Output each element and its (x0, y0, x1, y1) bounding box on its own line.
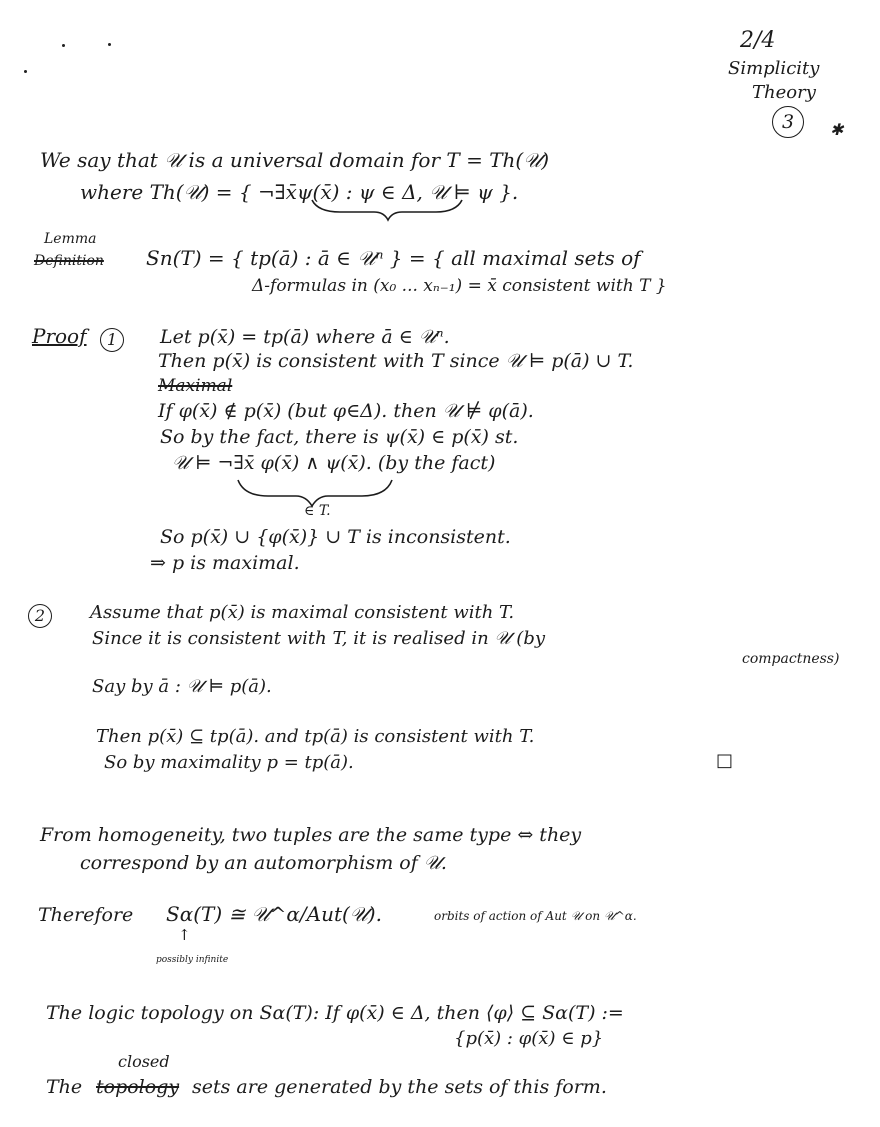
proof-step1-line3: If φ(x̄) ∉ p(x̄) (but φ∈Δ). then 𝒰 ⊭ φ(ā). (158, 400, 534, 422)
therefore-formula: Sα(T) ≅ 𝒰^α/Aut(𝒰). (166, 902, 382, 926)
ink-dot (24, 70, 27, 73)
proof-step1-line5: 𝒰 ⊨ ¬∃x̄ φ(x̄) ∧ ψ(x̄). (by the fact) (172, 452, 496, 474)
step2-marker: 2 (28, 604, 52, 628)
therefore-label: Therefore (38, 904, 134, 926)
proof-step1-line7: ⇒ p is maximal. (150, 552, 300, 574)
proof-step1-in-T: ∈ T. (304, 503, 331, 519)
step1-marker: 1 (100, 328, 124, 352)
qed-mark: □ (716, 750, 734, 771)
definition-line1: We say that 𝒰 is a universal domain for T = Th(𝒰) (40, 148, 550, 172)
section-number: 3 (772, 106, 804, 138)
proof-step2-line3: Say by ā : 𝒰 ⊨ p(ā). (92, 676, 272, 697)
lemma-label: Lemma (44, 231, 97, 247)
topology-line2: {p(x̄) : φ(x̄) ∈ p} (454, 1028, 604, 1049)
subject-line1: Simplicity (728, 58, 820, 79)
orbits-note: orbits of action of Aut 𝒰 on 𝒰^α. (434, 909, 637, 923)
possibly-infinite-arrow: ↑ (178, 926, 191, 944)
proof-step2-compactness: compactness) (742, 651, 840, 667)
lemma-line1: Sn(T) = { tp(ā) : ā ∈ 𝒰ⁿ } = { all maximal sets of (146, 246, 641, 270)
definition-line2: where Th(𝒰) = { ¬∃x̄ψ(x̄) : ψ ∈ Δ, 𝒰 ⊨ ψ }. (80, 180, 519, 204)
proof-step2-line5: So by maximality p = tp(ā). (104, 752, 354, 773)
lemma-struck-label: Definition (34, 253, 104, 269)
proof-step1-line1: Let p(x̄) = tp(ā) where ā ∈ 𝒰ⁿ. (160, 326, 450, 348)
proof-step2-line4: Then p(x̄) ⊆ tp(ā). and tp(ā) is consistent with T. (96, 726, 535, 747)
page-number: 2/4 (740, 28, 776, 53)
homogeneity-line1: From homogeneity, two tuples are the same type ⇔ they (40, 824, 582, 846)
proof-step1-line4: So by the fact, there is ψ(x̄) ∈ p(x̄) st. (160, 426, 519, 448)
possibly-infinite-note: possibly infinite (156, 955, 229, 965)
proof-step2-line2: Since it is consistent with T, it is realised in 𝒰 (by (92, 628, 546, 649)
ink-dot (108, 43, 111, 46)
topology-closed-word: closed (118, 1052, 170, 1071)
lemma-line2: Δ-formulas in (x₀ ... xₙ₋₁) = x̄ consistent with T } (252, 276, 667, 296)
topology-line3-end: sets are generated by the sets of this form. (192, 1076, 607, 1098)
topology-line3-start: The (46, 1076, 83, 1098)
proof-label: Proof (32, 324, 87, 348)
subject-line2: Theory (752, 82, 816, 103)
homogeneity-line2: correspond by an automorphism of 𝒰. (80, 852, 447, 874)
proof-step1-line6: So p(x̄) ∪ {φ(x̄)} ∪ T is inconsistent. (160, 526, 511, 548)
topology-line1: The logic topology on Sα(T): If φ(x̄) ∈ Δ, then ⟨φ⟩ ⊆ Sα(T) := (46, 1002, 624, 1024)
proof-step1-line2: Then p(x̄) is consistent with T since 𝒰 ⊨ p(ā) ∪ T. (158, 350, 634, 372)
topology-struck-word: topology (96, 1076, 180, 1098)
ink-mark: ✱ (830, 120, 844, 139)
proof-step1-struck: Maximal (158, 376, 233, 396)
ink-dot (62, 44, 65, 47)
proof-step2-line1: Assume that p(x̄) is maximal consistent with T. (90, 602, 515, 623)
